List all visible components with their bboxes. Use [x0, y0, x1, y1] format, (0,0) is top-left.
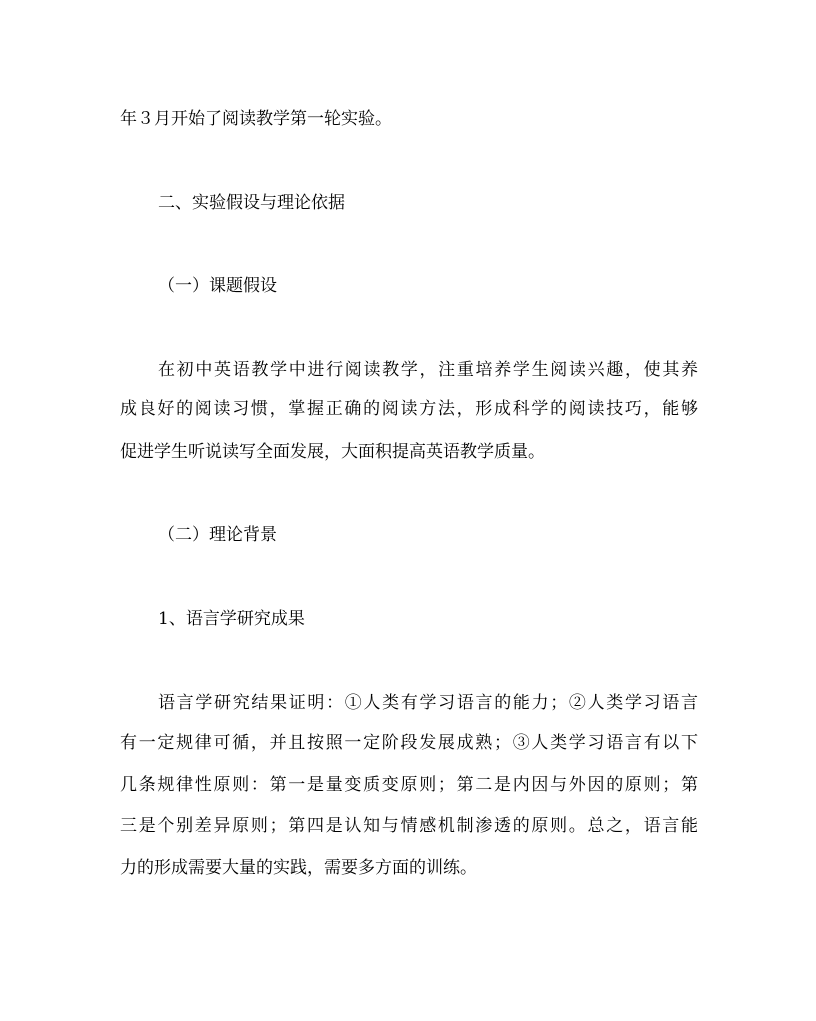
paragraph-line: 成良好的阅读习惯，掌握正确的阅读方法，形成科学的阅读技巧，能够 — [120, 399, 698, 419]
subsection-heading-theory: （二）理论背景 — [158, 525, 277, 545]
paragraph-line: 几条规律性原则：第一是量变质变原则；第二是内因与外因的原则；第 — [120, 775, 698, 795]
paragraph-line: 三是个别差异原则；第四是认知与情感机制渗透的原则。总之，语言能 — [120, 816, 698, 836]
paragraph-line: 力的形成需要大量的实践，需要多方面的训练。 — [120, 858, 477, 878]
continuation-line: 年３月开始了阅读教学第一轮实验。 — [120, 109, 392, 129]
subsection-heading-hypothesis: （一）课题假设 — [158, 276, 277, 296]
paragraph-line: 语言学研究结果证明：①人类有学习语言的能力；②人类学习语言 — [158, 693, 698, 713]
item-heading: 1、语言学研究成果 — [158, 609, 305, 629]
section-heading: 二、实验假设与理论依据 — [158, 193, 345, 213]
paragraph-line: 有一定规律可循，并且按照一定阶段发展成熟；③人类学习语言有以下 — [120, 733, 698, 753]
paragraph-line: 促进学生听说读写全面发展，大面积提高英语教学质量。 — [120, 442, 545, 462]
paragraph-line: 在初中英语教学中进行阅读教学，注重培养学生阅读兴趣，使其养 — [158, 360, 698, 380]
